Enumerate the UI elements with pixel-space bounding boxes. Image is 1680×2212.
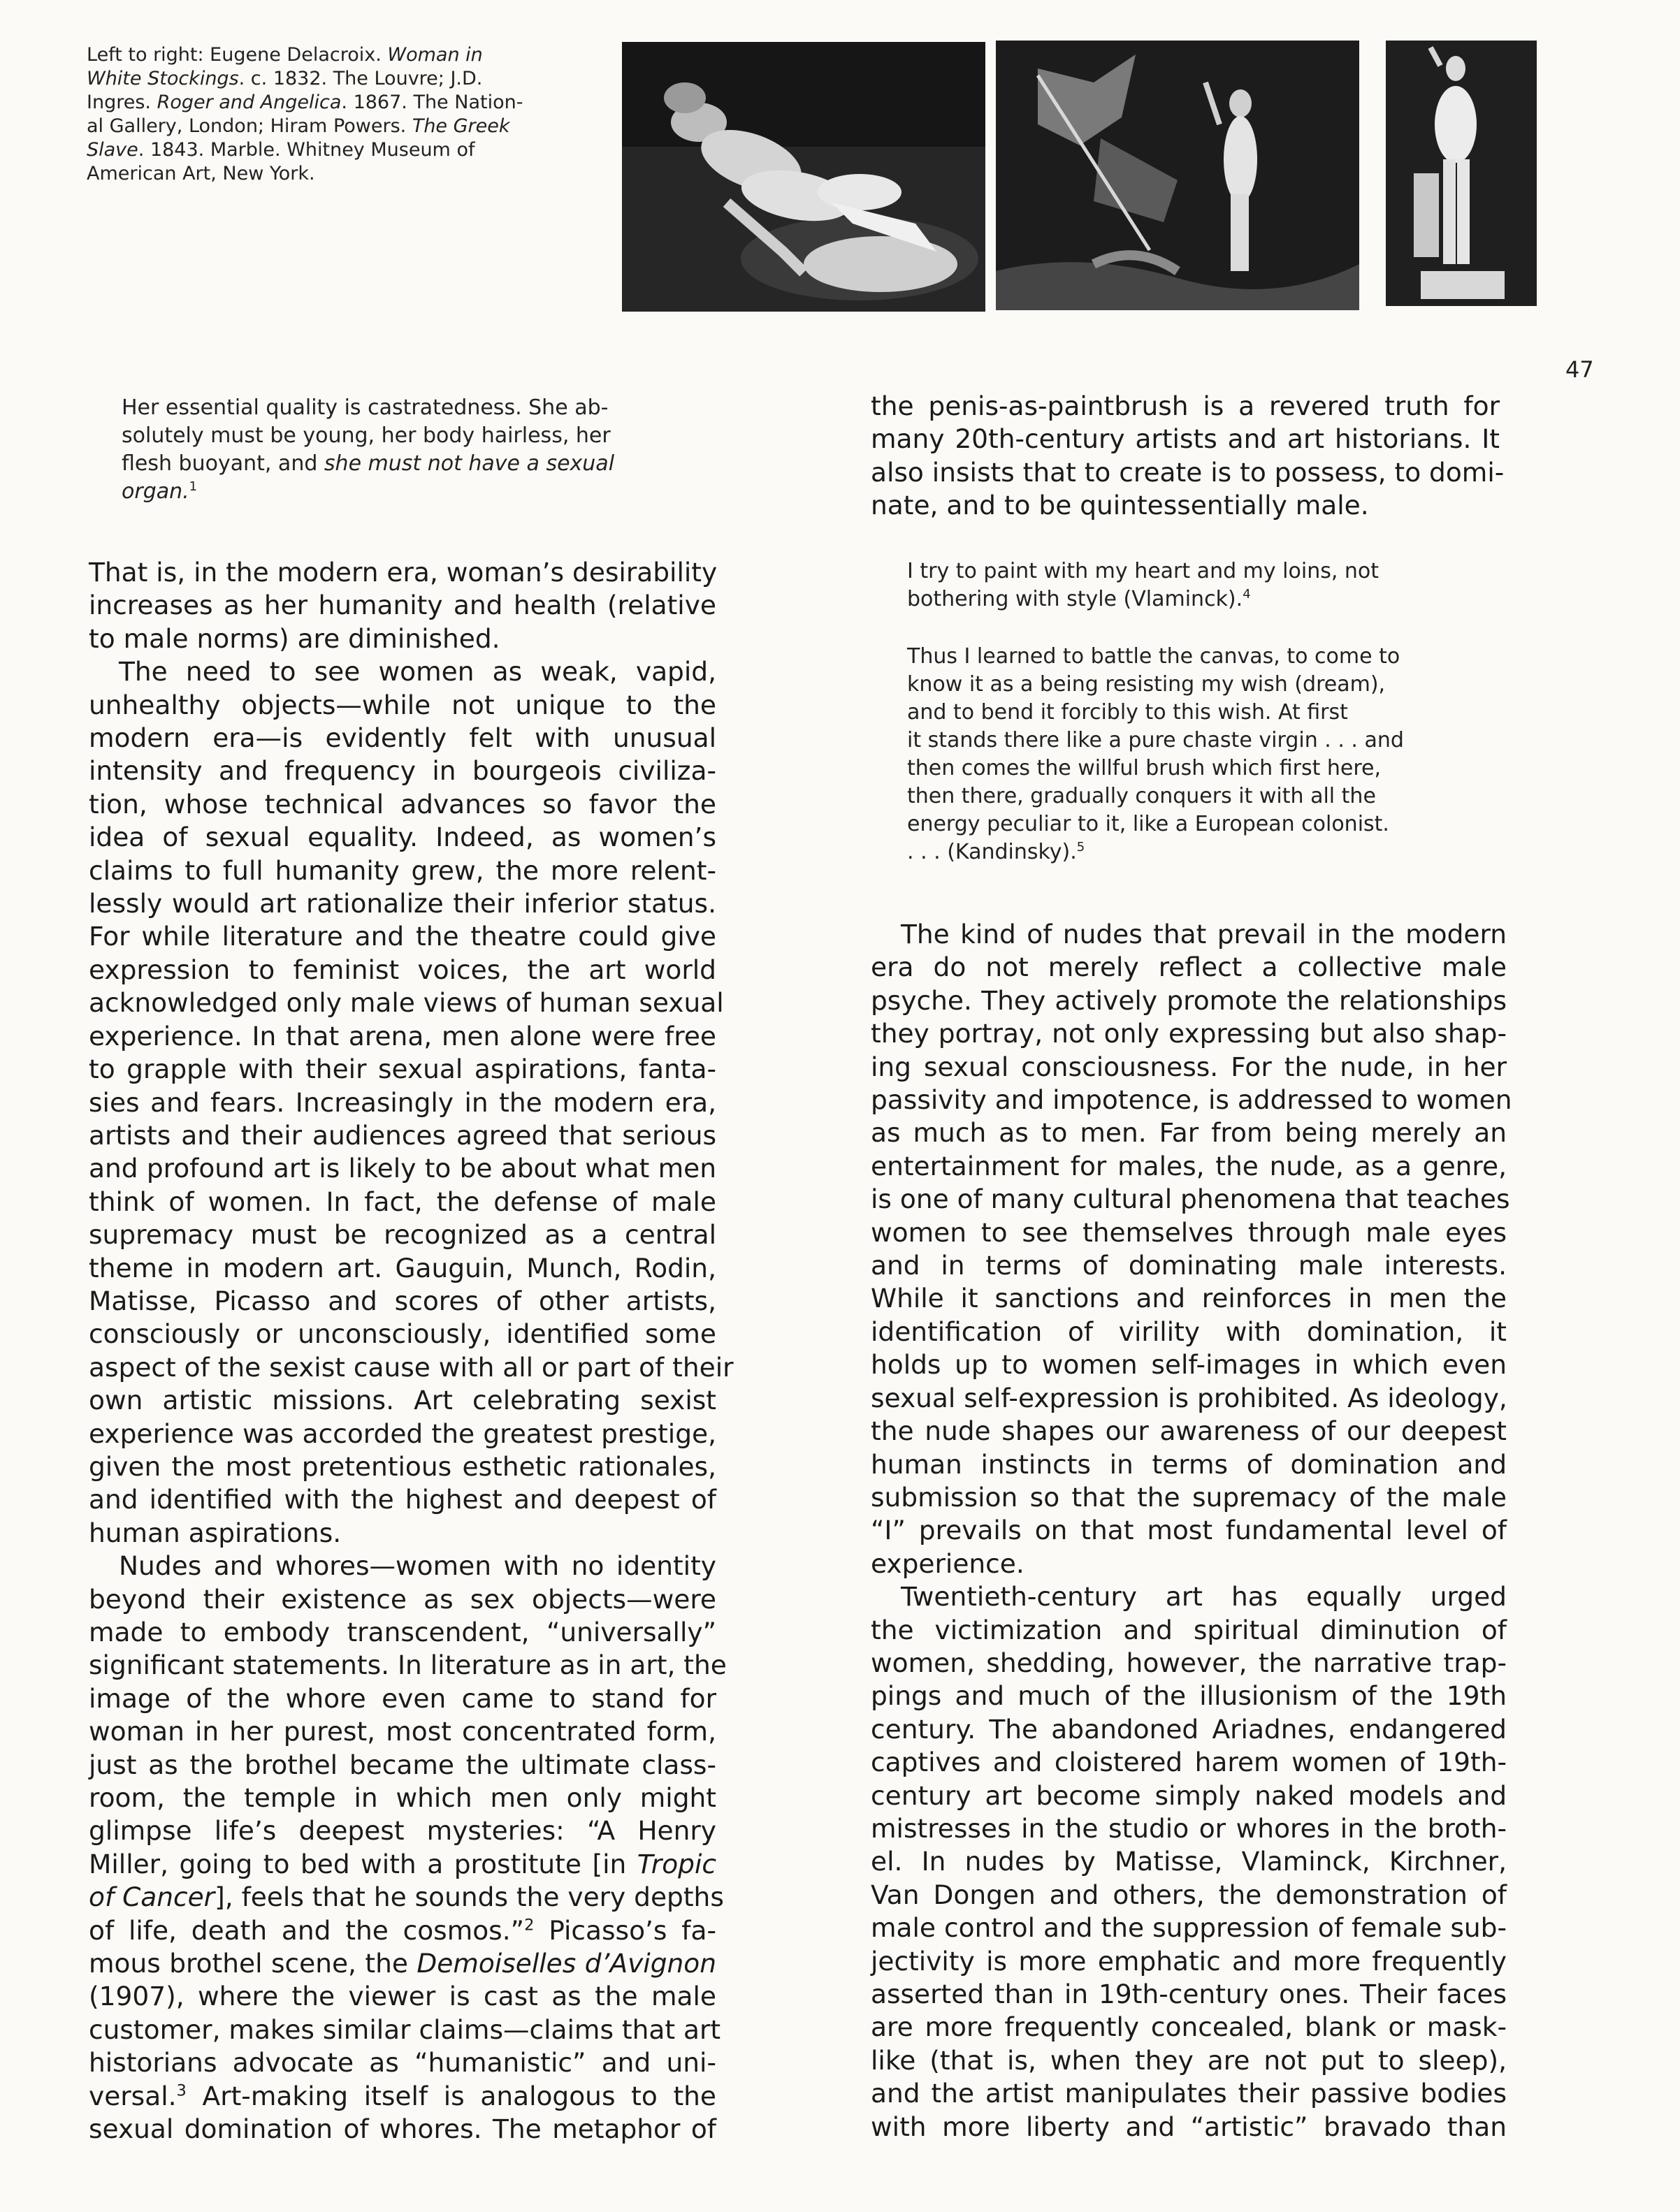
caption-text: al Gallery, London; Hiram Powers.: [87, 115, 407, 137]
body-line: nate, and to be quintessentially male.: [871, 490, 1369, 521]
body-line: tion, whose technical advances so favor the: [89, 788, 716, 820]
figure-delacroix-painting: [622, 42, 985, 312]
body-line: made to embody transcendent, “universally”: [89, 1617, 716, 1647]
body-line: era do not merely reflect a collective male: [871, 952, 1507, 983]
body-line: is one of many cultural phenomena that teaches: [871, 1184, 1510, 1215]
footnote-ref: 1: [189, 479, 198, 495]
body-line: artists and their audiences agreed that serious: [89, 1119, 716, 1151]
body-line: and identified with the highest and deepest of: [89, 1484, 716, 1515]
greek-slave-image: [1386, 41, 1537, 306]
quote-line: I try to paint with my heart and my loins, not: [907, 559, 1380, 583]
body-line: jectivity is more emphatic and more frequently: [871, 1945, 1507, 1977]
body-line: male control and the suppression of female sub-: [871, 1912, 1507, 1944]
body-line: experience. In that arena, men alone were free: [89, 1020, 716, 1052]
body-line: “I” prevails on that most fundamental level of: [871, 1515, 1507, 1546]
quote-line: then there, gradually conquers it with all the: [907, 784, 1376, 808]
body-line: own artistic missions. Art celebrating sexist: [89, 1385, 716, 1416]
body-line: Matisse, Picasso and scores of other artists,: [89, 1285, 716, 1316]
quote-line: Her essential quality is castratedness. She ab-: [122, 395, 609, 420]
body-line: pings and much of the illusionism of the 19th: [871, 1680, 1507, 1712]
body-line: Nudes and whores—women with no identity: [119, 1550, 716, 1582]
body-line: human aspirations.: [89, 1517, 342, 1548]
quote-line: flesh buoyant, and she must not have a sexual: [122, 451, 615, 476]
body-line: many 20th-century artists and art historians. It: [871, 423, 1500, 455]
body-line: asserted than in 19th-century ones. Their faces: [871, 1979, 1507, 2009]
body-line: the nude shapes our awareness of our deepest: [871, 1416, 1507, 1447]
body-line: el. In nudes by Matisse, Vlaminck, Kirchner,: [871, 1846, 1507, 1877]
body-line: room, the temple in which men only might: [89, 1782, 716, 1814]
caption-text: American Art, New York.: [87, 163, 315, 184]
right-column-top: [871, 390, 1505, 523]
body-line: think of women. In fact, the defense of male: [89, 1186, 716, 1217]
body-line: and profound art is likely to be about what men: [89, 1153, 716, 1184]
body-line: significant statements. In literature as in art, the: [89, 1650, 727, 1681]
quote-line: it stands there like a pure chaste virgin . . . and: [907, 728, 1404, 752]
roger-angelica-image: [996, 41, 1359, 310]
right-column-body: [871, 918, 1512, 2144]
quote-line: then comes the willful brush which first here,: [907, 756, 1382, 780]
body-line: and the artist manipulates their passive bodies: [871, 2078, 1507, 2109]
body-line: women to see themselves through male eyes: [871, 1216, 1507, 1248]
body-line: mistresses in the studio or whores in the broth-: [871, 1812, 1507, 1844]
body-line: experience was accorded the greatest prestige,: [89, 1418, 716, 1449]
body-line: they portray, not only expressing but also shap-: [871, 1018, 1507, 1049]
caption-text: Left to right: Eugene Delacroix.: [87, 44, 382, 66]
body-line: While it sanctions and reinforces in men the: [871, 1283, 1507, 1314]
body-line: increases as her humanity and health (relative: [89, 590, 716, 621]
body-line: and in terms of dominating male interests.: [871, 1250, 1507, 1281]
figure-ingres-painting: [996, 41, 1359, 310]
body-line: sies and fears. Increasingly in the modern era,: [89, 1086, 716, 1118]
caption-title: White Stockings: [87, 68, 239, 89]
body-line: unhealthy objects—while not unique to the: [89, 689, 716, 720]
body-line: claims to full humanity grew, the more relent-: [89, 854, 716, 886]
body-line: lessly would art rationalize their inferior status.: [89, 888, 716, 919]
body-line: The need to see women as weak, vapid,: [119, 656, 716, 687]
left-column-body: [89, 556, 734, 2146]
figure-caption: [87, 43, 576, 186]
caption-text: . 1843. Marble. Whitney Museum of: [138, 139, 475, 161]
body-line: given the most pretentious esthetic rationales,: [89, 1450, 716, 1482]
body-line: are more frequently concealed, blank or mask-: [871, 2011, 1507, 2043]
body-line: captives and cloistered harem women of 19th-: [871, 1747, 1507, 1778]
body-line: acknowledged only male views of human sexual: [89, 987, 724, 1019]
footnote-ref: 3: [176, 2081, 187, 2100]
page-number: 47: [1565, 356, 1594, 383]
body-line: sexual domination of whores. The metaphor of: [89, 2113, 716, 2145]
body-line: (1907), where the viewer is cast as the male: [89, 1981, 716, 2012]
body-line: entertainment for males, the nude, as a genre,: [871, 1150, 1507, 1181]
body-line: submission so that the supremacy of the male: [871, 1481, 1507, 1513]
body-line: the victimization and spiritual diminution of: [871, 1614, 1507, 1645]
caption-title: Woman in: [387, 44, 483, 66]
body-line: holds up to women self-images in which even: [871, 1349, 1507, 1381]
body-line: human instincts in terms of domination and: [871, 1448, 1507, 1480]
quote-line: organ.$^1$: [122, 479, 198, 504]
body-line: also insists that to create is to possess, to domi-: [871, 456, 1505, 488]
body-line: Twentieth-century art has equally urged: [901, 1581, 1507, 1613]
caption-title: Slave: [87, 139, 138, 161]
body-line: For while literature and the theatre could give: [89, 921, 716, 952]
body-line: consciously or unconsciously, identified some: [89, 1318, 716, 1350]
body-line: just as the brothel became the ultimate class-: [89, 1749, 716, 1780]
block-quote-kandinsky: [907, 643, 1480, 866]
body-line: expression to feminist voices, the art world: [89, 954, 716, 985]
body-line: The kind of nudes that prevail in the modern: [901, 919, 1507, 949]
body-line: to grapple with their sexual aspirations, fanta-: [89, 1054, 716, 1085]
quote-line: Thus I learned to battle the canvas, to come to: [907, 644, 1400, 669]
block-quote-castratedness: [122, 394, 695, 506]
body-line: woman in her purest, most concentrated form,: [89, 1716, 716, 1747]
body-line: as much as to men. Far from being merely an: [871, 1117, 1507, 1149]
quote-line: and to bend it forcibly to this wish. At first: [907, 700, 1348, 725]
body-line: modern era—is evidently felt with unusual: [89, 722, 716, 754]
body-line: century art become simply naked models and: [871, 1780, 1507, 1811]
caption-text: Ingres.: [87, 92, 151, 113]
body-line: beyond their existence as sex objects—were: [89, 1583, 716, 1615]
footnote-ref: 4: [1243, 587, 1251, 602]
quote-line: bothering with style (Vlaminck).$^4$: [907, 587, 1251, 611]
footnote-ref: 2: [524, 1916, 535, 1935]
footnote-ref: 5: [1076, 840, 1085, 855]
body-line: sexual self-expression is prohibited. As ideology,: [871, 1382, 1507, 1413]
body-line: identification of virility with domination, it: [871, 1316, 1507, 1347]
quote-line: solutely must be young, her body hairless, her: [122, 423, 611, 448]
body-line: versal.$^3$ Art-making itself is analogous to the: [89, 2080, 716, 2111]
body-line: glimpse life’s deepest mysteries: “A Henry: [89, 1815, 716, 1847]
body-line: psyche. They actively promote the relationships: [871, 984, 1507, 1016]
body-line: customer, makes similar claims—claims that art: [89, 2014, 721, 2045]
caption-text: . 1867. The Nation-: [341, 92, 523, 113]
body-line: with more liberty and “artistic” bravado than: [871, 2111, 1507, 2142]
body-line: aspect of the sexist cause with all or part of their: [89, 1351, 734, 1383]
quote-line: know it as a being resisting my wish (dream),: [907, 672, 1386, 697]
quote-line: energy peculiar to it, like a European colonist.: [907, 812, 1389, 836]
body-line: Miller, going to bed with a prostitute [in Tropic: [89, 1848, 716, 1879]
body-line: image of the whore even came to stand for: [89, 1682, 716, 1714]
body-line: experience.: [871, 1548, 1024, 1579]
body-line: like (that is, when they are not put to sleep),: [871, 2044, 1507, 2076]
body-line: century. The abandoned Ariadnes, endangered: [871, 1713, 1507, 1745]
body-line: intensity and frequency in bourgeois civiliza-: [89, 755, 716, 787]
body-line: of life, death and the cosmos.”$^2$ Picasso’s fa-: [89, 1914, 716, 1946]
caption-text: . c. 1832. The Louvre; J.D.: [238, 68, 483, 89]
caption-title: Roger and Angelica: [157, 92, 342, 113]
block-quote-vlaminck: [907, 558, 1480, 613]
body-line: supremacy must be recognized as a central: [89, 1219, 716, 1251]
body-line: ing sexual consciousness. For the nude, in her: [871, 1051, 1507, 1082]
body-line: theme in modern art. Gauguin, Munch, Rodin,: [89, 1252, 716, 1283]
body-line: passivity and impotence, is addressed to women: [871, 1084, 1512, 1116]
caption-title: The Greek: [412, 115, 510, 137]
body-line: the penis-as-paintbrush is a revered truth for: [871, 391, 1500, 421]
body-line: Van Dongen and others, the demonstration of: [871, 1879, 1507, 1910]
figure-powers-sculpture: [1386, 41, 1537, 306]
quote-line: . . . (Kandinsky).$^5$: [907, 840, 1085, 864]
body-line: of Cancer], feels that he sounds the very depths: [89, 1882, 724, 1913]
body-line: historians advocate as “humanistic” and uni-: [89, 2047, 716, 2079]
body-line: That is, in the modern era, woman’s desirability: [89, 557, 718, 588]
body-line: mous brothel scene, the Demoiselles d’Avignon: [89, 1948, 716, 1979]
body-line: women, shedding, however, the narrative trap-: [871, 1647, 1507, 1678]
body-line: to male norms) are diminished.: [89, 623, 500, 654]
body-line: idea of sexual equality. Indeed, as women’s: [89, 822, 716, 853]
reclining-nude-image: [622, 42, 985, 312]
